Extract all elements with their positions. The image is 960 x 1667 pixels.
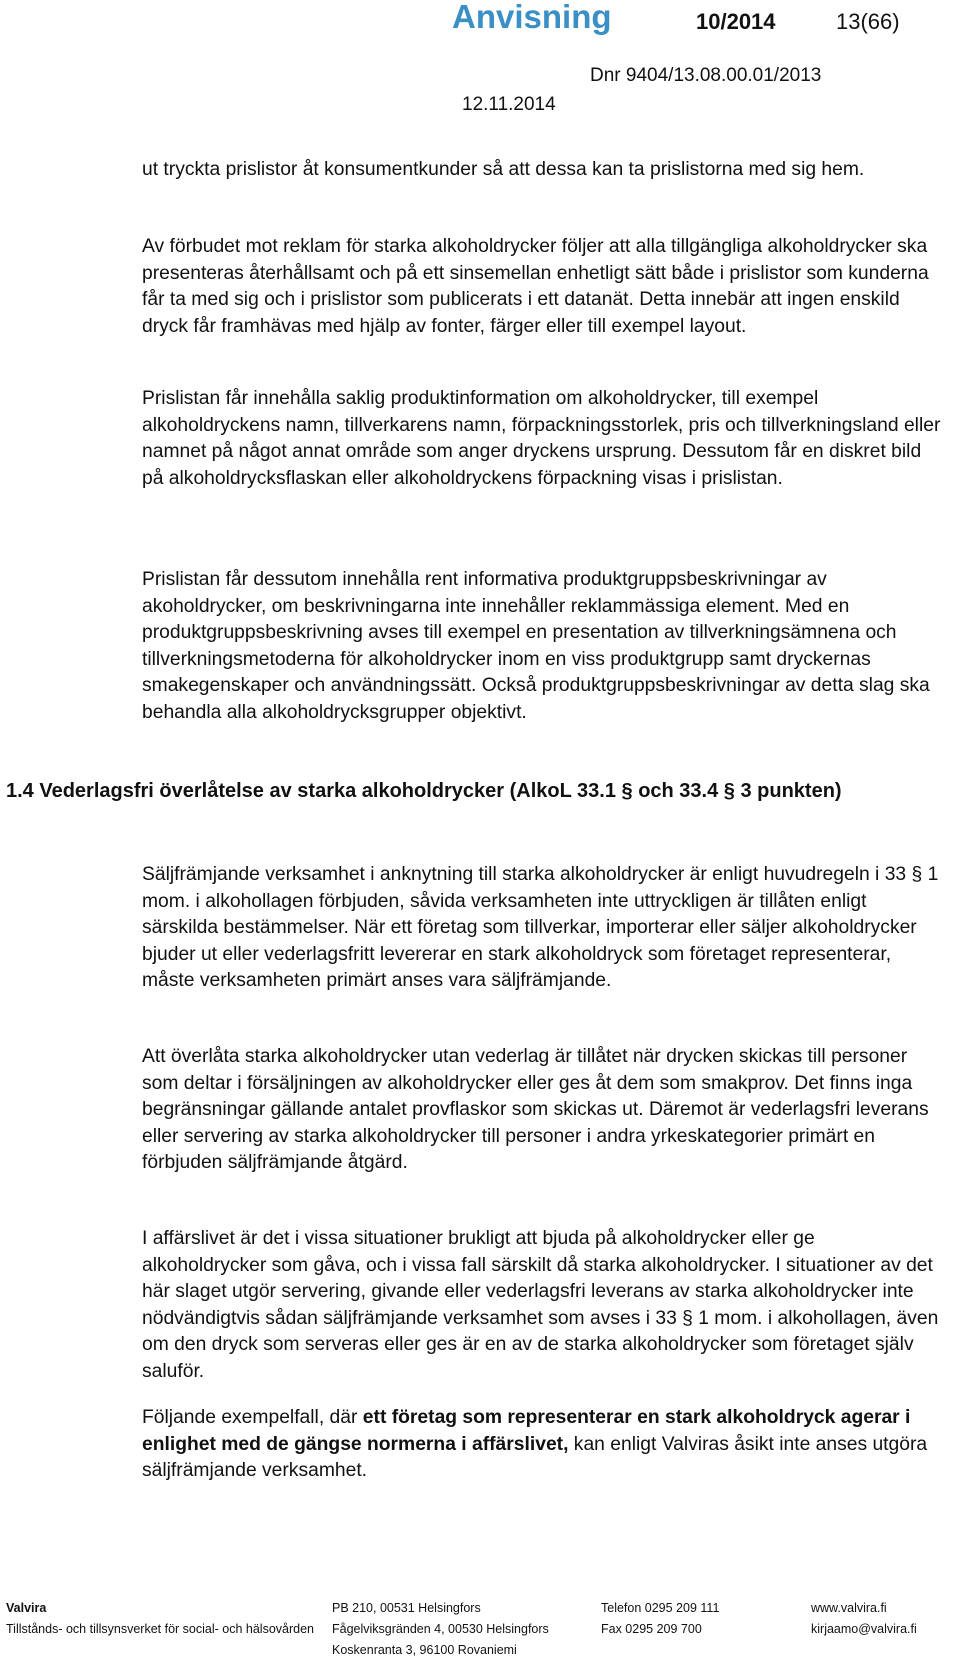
example-cases-conclusion: kan enligt Valviras åsikt inte anses utgöra säljfrämjande verksamhet. xyxy=(142,1433,928,1481)
paragraph-product-group-descriptions: Prislistan får dessutom innehålla rent informativa produktgruppsbeskrivningar av akoholdrycker, om beskrivningarna inte innehåller reklammässiga element. Med en produktgruppsbeskrivning avses till exempel en presentation av tillverkningsämnena och tillverkningsmetoderna för alkoholdrycker inom en viss produktgrupp samt dryckernas smakegenskaper och användningssätt. Också produktgruppsbeskrivningar av detta slag ska behandla alla alkoholdrycksgrupper objektivt. xyxy=(142,569,930,723)
paragraph-price-list-content: Prislistan får innehålla saklig produktinformation om alkoholdrycker, till exempel alkoholdryckens namn, tillverkarens namn, förpackningsstorlek, pris och tillverkningsland eller namnet på något annat område som anger dryckens ursprung. Dessutom får en diskret bild på alkoholdrycksflaskan eller alkoholdryckens förpackning visas i prislistan. xyxy=(142,388,941,489)
paragraph-sales-promotion: Säljfrämjande verksamhet i anknytning till starka alkoholdrycker är enligt huvudregeln i 33 § 1 mom. i alkohollagen förbjuden, såvida verksamheten inte uttryckligen är tillåten enligt särskilda bestämmelser. När ett företag som tillverkar, importerar eller säljer alkoholdrycker bjuder ut eller vederlagsfritt levererar en stark alkoholdryck som företaget representerar, måste verksamheten primärt anses vara säljfrämjande. xyxy=(142,864,939,991)
example-cases-emphasis: ett företag som representerar en stark alkoholdryck agerar i enlighet med de gängse normerna i affärslivet, xyxy=(142,1407,911,1455)
footer-rovaniemi-address: Koskenranta 3, 96100 Rovaniemi xyxy=(332,1643,517,1657)
footer-website-link[interactable]: www.valvira.fi xyxy=(811,1601,887,1615)
paragraph-example-cases xyxy=(142,1405,942,1485)
document-date: 12.11.2014 xyxy=(462,94,556,115)
paragraph-business-practice: I affärslivet är det i vissa situationer brukligt att bjuda på alkoholdrycker eller ge alkoholdrycker som gåva, och i vissa fall särskilt då starka alkoholdrycker. I situationer av det här slaget utgör servering, givande eller vederlagsfri leverans av starka alkoholdrycker inte nödvändigtvis sådan säljfrämjande verksamhet som avses i 33 § 1 mom. i alkohollagen, även om den dryck som serveras eller ges är en av de starka alkoholdrycker som företaget själv saluför. xyxy=(142,1228,939,1382)
paragraph-continuation: ut tryckta prislistor åt konsumentkunder så att dessa kan ta prislistorna med sig hem. xyxy=(142,159,865,180)
diary-number: Dnr 9404/13.08.00.01/2013 xyxy=(590,65,822,86)
footer-email-link[interactable]: kirjaamo@valvira.fi xyxy=(811,1622,917,1636)
document-type-title: Anvisning xyxy=(452,0,612,35)
paragraph-advertising-ban: Av förbudet mot reklam för starka alkoholdrycker följer att alla tillgängliga alkoholdrycker ska presenteras återhållsamt och på ett sinsemellan enhetligt sätt både i prislistor som kunderna får ta med sig och i prislistor som publicerats i ett datanät. Detta innebär att ingen enskild dryck får framhävas med hjälp av fonter, färger eller till exempel layout. xyxy=(142,236,929,337)
footer-visiting-address: Fågelviksgränden 4, 00530 Helsingfors xyxy=(332,1622,549,1636)
paragraph-free-transfer: Att överlåta starka alkoholdrycker utan vederlag är tillåtet när drycken skickas till personer som deltar i försäljningen av alkoholdrycker eller ges åt dem som smakprov. Det finns inga begränsningar gällande antalet provflaskor som skickas ut. Däremot är vederlagsfri leverans eller servering av starka alkoholdrycker till personer i andra yrkeskategorier primärt en förbjuden säljfrämjande åtgärd. xyxy=(142,1046,929,1173)
section-heading: 1.4 Vederlagsfri överlåtelse av starka alkoholdrycker (AlkoL 33.1 § och 33.4 § 3 punkten) xyxy=(6,780,842,802)
footer-postal-address: PB 210, 00531 Helsingfors xyxy=(332,1601,481,1615)
footer-org-description: Tillstånds- och tillsynsverket för social- och hälsovården xyxy=(6,1622,314,1636)
footer-org-name: Valvira xyxy=(6,1601,47,1615)
footer-fax: Fax 0295 209 700 xyxy=(601,1622,702,1636)
example-cases-intro: Följande exempelfall, där xyxy=(142,1407,363,1428)
footer-phone: Telefon 0295 209 111 xyxy=(601,1601,720,1615)
issue-number: 10/2014 xyxy=(696,9,776,34)
page-number: 13(66) xyxy=(836,9,900,34)
